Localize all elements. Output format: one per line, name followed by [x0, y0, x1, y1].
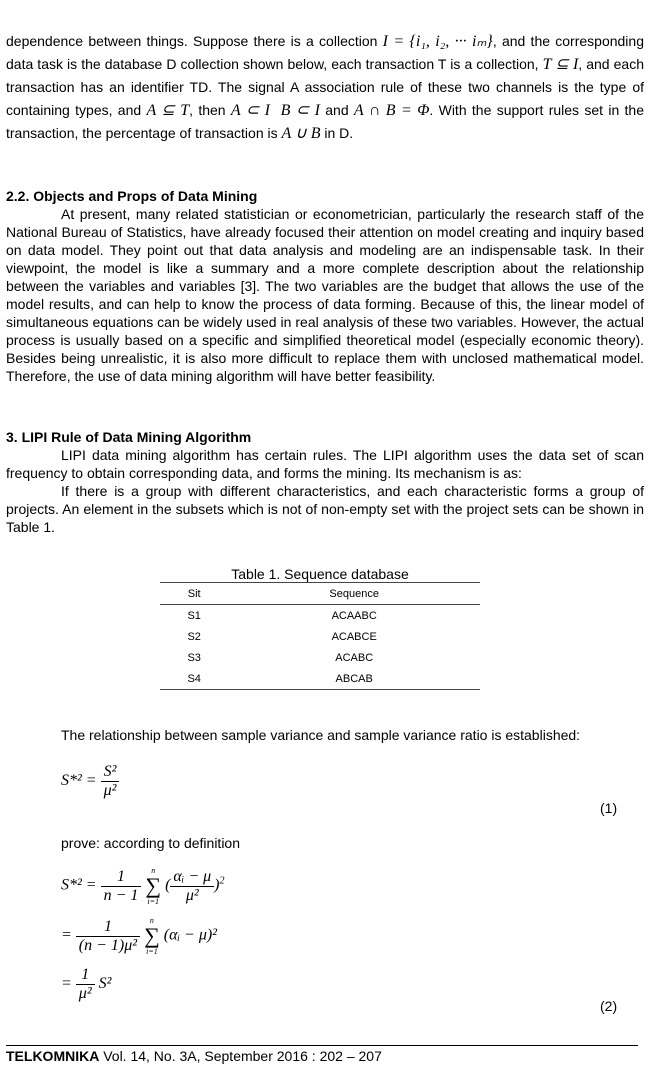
intro-text-5: in D. [320, 125, 354, 141]
eq2-l1-term-denominator: μ² [185, 886, 199, 904]
sum-upper-limit: n [151, 866, 156, 875]
intro-text-2: , and the corresponding data task is the database D collection shown below, each transaction T is a collection, [6, 33, 644, 72]
equation-2-line-1: S*² = $\frac{1}{n - 1}$ n ∑ i=1 ( $\frac{\text{αᵢ − μ}}{\text{μ²}}$ )$^2$ [61, 866, 225, 906]
intro-then: , then [189, 102, 231, 118]
math-A-in-I: A ⊂ I [230, 102, 270, 119]
intro-and: and [319, 102, 354, 118]
eq2-l3-denominator: μ² [78, 985, 92, 1002]
math-A-intersect-B: A ∩ B = Φ [353, 102, 430, 119]
section-body: At present, many related statistician or econometrician, particularly the research staff of the National Bureau of Statistics, have already focused their attention on model creating and inquiry based on data model. They point out that data analysis and modeling are an indispensable task. In their viewpoint, the model is like a summary and a more complete description about the relationship between the variables and variables [3]. The two variables are the budget that allows the use of the model results, and can help to know the process of data forming. Because of this, the linear model of simultaneous equations can be widely used in real analysis of these two variables. However, the actual process is usually based on a specific and simplified theoretical model (especially economic theory). Besides being unrealistic, it is also more difficult to replace them with unclosed mathematical model. Therefore, the use of data mining algorithm will have better feasibility. [6, 206, 644, 384]
eq1-fraction [101, 763, 120, 800]
math-A-union-B: A ∪ B [281, 125, 321, 142]
table-1 [160, 566, 480, 690]
cell-sequence: ABCAB [228, 668, 480, 690]
intro-text-4: . With the support rules set in the transaction, the percentage of transaction is [6, 102, 645, 141]
cell-sit: S2 [187, 630, 201, 643]
sequence-table [160, 582, 480, 690]
summation-symbol [144, 916, 160, 956]
eq2-lhs: S*² = [61, 876, 97, 894]
eq2-l3-term: S² [98, 975, 112, 993]
sigma-glyph: ∑ [144, 923, 160, 948]
section-2-2 [6, 187, 644, 385]
equation-2-line-3: = $\frac{1}{\text{μ²}}$ S² [61, 966, 112, 1002]
eq2-l1-denominator: n − 1 [103, 886, 139, 904]
summation-symbol [145, 866, 161, 906]
prove-text: prove: according to definition [61, 835, 240, 851]
intro-text-3: , and each transaction has an identifier TD. The signal A association rule of these two channels is the type of containing types, and [6, 56, 644, 118]
table-row [160, 605, 480, 627]
section-3 [6, 428, 644, 536]
relationship-text: The relationship between sample variance and sample variance ratio is established: [61, 727, 581, 743]
eq2-l2-denominator: (n − 1)μ² [78, 936, 138, 954]
sum-lower-limit: i=1 [146, 947, 158, 956]
math-collection-I: I = {i₁, i₂, ··· iₘ} [382, 33, 493, 50]
eq2-l2-fraction [76, 918, 140, 955]
cell-sit: S4 [160, 668, 228, 690]
table-row [160, 626, 480, 647]
journal-details: Vol. 14, No. 3A, September 2016 : 202 – 207 [99, 1048, 382, 1064]
eq1-denominator: μ² [103, 782, 117, 799]
cell-sequence: ACAABC [331, 609, 377, 622]
sum-lower-limit: i=1 [147, 897, 160, 906]
journal-name: TELKOMNIKA [6, 1048, 100, 1064]
sum-upper-limit: n [149, 916, 154, 925]
table-row [160, 668, 480, 690]
eq2-l1-fraction [101, 868, 142, 905]
cell-sit: S1 [187, 609, 201, 622]
cell-sit: S3 [187, 651, 201, 664]
section-heading: 2.2. Objects and Props of Data Mining [6, 188, 258, 204]
math-T-subset-I: T ⊆ I [542, 56, 579, 73]
table-caption: Table 1. Sequence database [231, 566, 409, 582]
table-row [160, 647, 480, 668]
eq2-l1-numerator: 1 [101, 868, 142, 887]
column-header-sequence: Sequence [228, 583, 480, 605]
eq2-l2-term: (αᵢ − μ)² [163, 926, 217, 944]
eq2-l1-term [170, 868, 214, 905]
eq1-lhs: S*² = [61, 772, 97, 790]
eq2-l3-numerator: 1 [76, 966, 95, 985]
intro-text-1: dependence between things. Suppose there is a collection [6, 33, 383, 49]
section-paragraph: If there is a group with different characteristics, and each characteristic forms a group of projects. An element in the subsets which is not of non-empty set with the project sets can be shown in Table 1. [6, 483, 644, 535]
sigma-glyph: ∑ [145, 873, 162, 898]
column-header-sit: Sit [160, 583, 228, 605]
equation-1 [61, 763, 119, 800]
cell-sequence: ACABCE [331, 630, 377, 643]
section-heading: 3. LIPI Rule of Data Mining Algorithm [6, 429, 252, 445]
table-header-row [160, 583, 480, 605]
intro-paragraph [6, 30, 644, 145]
eq2-l3-fraction [76, 966, 95, 1003]
equation-number-2: (2) [600, 998, 618, 1014]
section-paragraph: LIPI data mining algorithm has certain rules. The LIPI algorithm uses the data set of scan frequency to obtain corresponding data, and forms the mining. Its mechanism is as: [6, 447, 644, 481]
math-A-subset-T: A ⊆ T [146, 102, 190, 119]
footer-divider [6, 1045, 638, 1046]
equation-number-1: (1) [600, 800, 618, 816]
eq2-l2-numerator: 1 [76, 918, 140, 937]
math-B-in-I: B ⊂ I [280, 102, 320, 119]
eq2-l1-term-numerator: αᵢ − μ [170, 868, 214, 887]
equation-2-line-2: = $\frac{1}{\text{(n − 1)μ²}}$ n ∑ i=1 (αᵢ − μ)² [61, 916, 217, 956]
footer [6, 1048, 382, 1064]
eq1-numerator: S² [101, 763, 120, 782]
cell-sequence: ACABC [335, 651, 374, 664]
